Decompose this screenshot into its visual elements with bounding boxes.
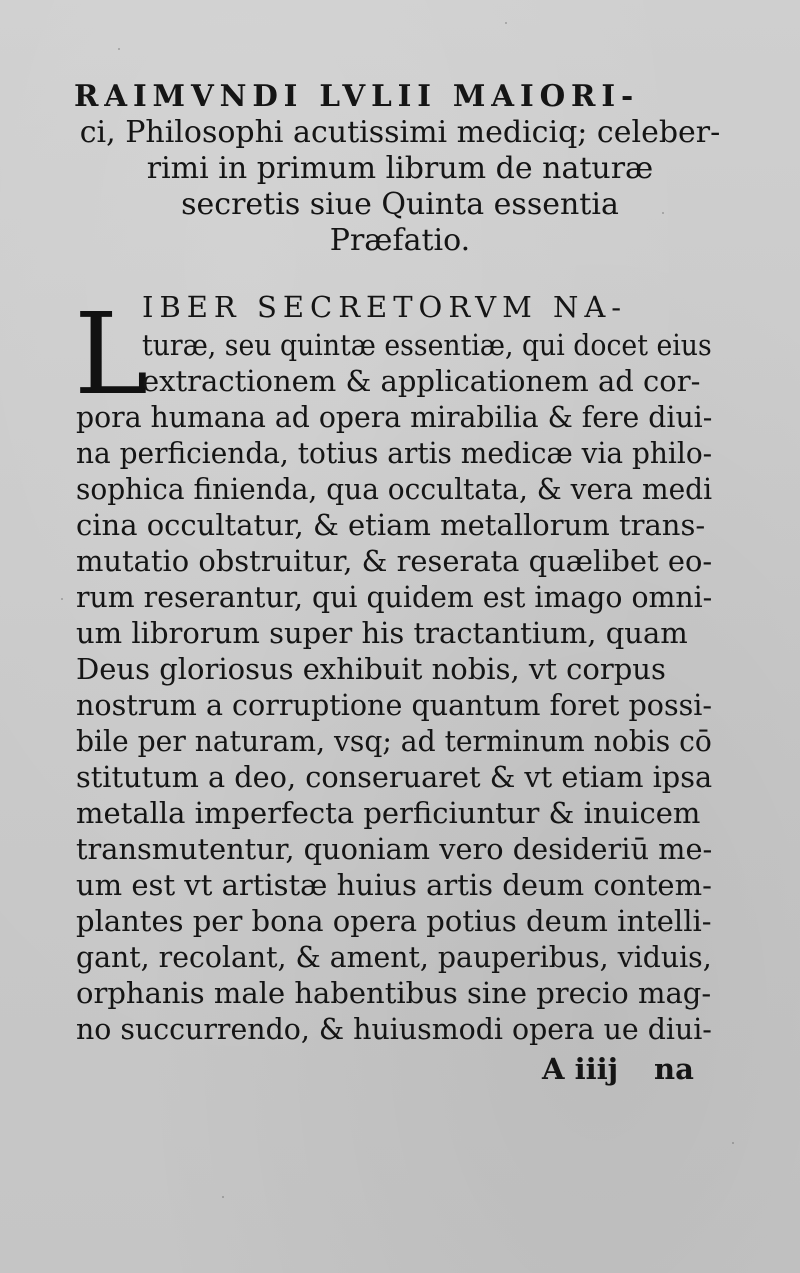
body-line: na perficienda, totius artis medicæ via philo- bbox=[76, 436, 713, 470]
drop-capital: L bbox=[74, 290, 149, 420]
body-line: no succurrendo, & huiusmodi opera ue diui- bbox=[76, 1012, 712, 1046]
body-line: um est vt artistæ huius artis deum contem- bbox=[76, 868, 712, 902]
catchword: na bbox=[654, 1052, 694, 1086]
signature-mark: A iiij bbox=[542, 1052, 619, 1086]
body-line: turæ, seu quintæ essentiæ, qui docet eius bbox=[142, 328, 712, 362]
paper-speck bbox=[505, 22, 507, 24]
body-line: stitutum a deo, conseruaret & vt etiam ipsa bbox=[76, 760, 713, 794]
title-line-3: rimi in primum librum de naturæ bbox=[146, 151, 654, 186]
paper-speck bbox=[222, 1196, 224, 1198]
body-line: pora humana ad opera mirabilia & fere diui- bbox=[76, 400, 713, 434]
paper-speck bbox=[732, 1142, 734, 1144]
body-line: plantes per bona opera potius deum intelli- bbox=[76, 904, 712, 938]
body-line: rum reserantur, qui quidem est imago omni- bbox=[76, 580, 713, 614]
body-line: nostrum a corruptione quantum foret possi- bbox=[76, 688, 713, 722]
body-line: sophica finienda, qua occultata, & vera medi bbox=[76, 472, 713, 506]
paper-speck bbox=[61, 598, 63, 600]
title-line-5: Præfatio. bbox=[329, 223, 471, 258]
body-line: mutatio obstruitur, & reserata quælibet eo- bbox=[76, 544, 713, 578]
title-line-4: secretis siue Quinta essentia bbox=[181, 187, 619, 222]
body-line: extractionem & applicationem ad cor- bbox=[142, 364, 701, 398]
body-line: orphanis male habentibus sine precio mag- bbox=[76, 976, 712, 1010]
body-line: cina occultatur, & etiam metallorum trans- bbox=[76, 508, 706, 542]
body-line: um librorum super his tractantium, quam bbox=[76, 616, 688, 650]
body-line: bile per naturam, vsq; ad terminum nobis cō bbox=[76, 724, 712, 758]
title-line-2: ci, Philosophi acutissimi mediciq; celeber- bbox=[79, 115, 721, 150]
body-line: transmutentur, quoniam vero desideriū me- bbox=[76, 832, 713, 866]
title-line-1: RAIMVNDI LVLII MAIORI- bbox=[74, 79, 640, 114]
body-line: gant, recolant, & ament, pauperibus, viduis, bbox=[76, 940, 712, 974]
body-line: Deus gloriosus exhibuit nobis, vt corpus bbox=[76, 652, 666, 686]
body-line: IBER SECRETORVM NA- bbox=[142, 290, 628, 324]
paper-speck bbox=[118, 48, 120, 50]
body-line: metalla imperfecta perficiuntur & inuicem bbox=[76, 796, 701, 830]
